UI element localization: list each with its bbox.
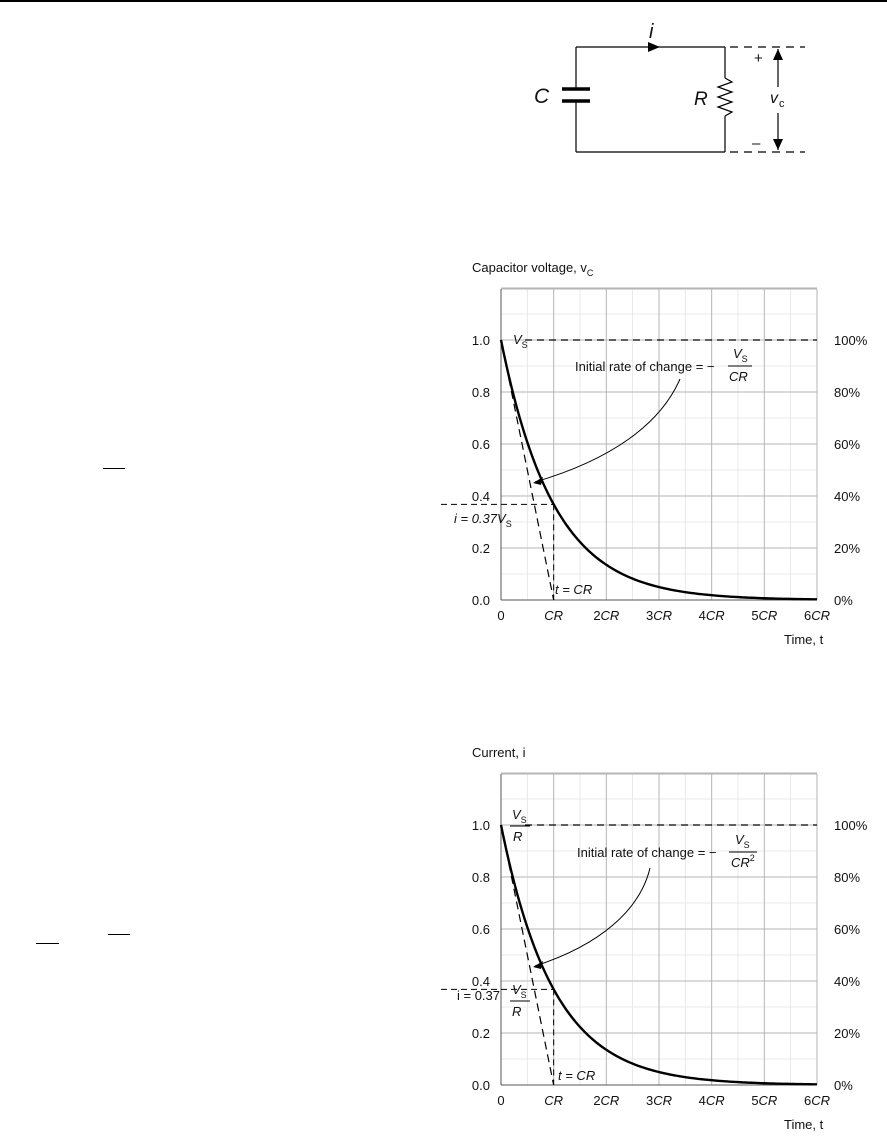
y2-tick-label: 100% [834, 818, 868, 833]
rate-numerator: $V_S$ [735, 832, 750, 850]
y2-tick-label: 80% [834, 870, 860, 885]
x-tick-label: 6CR [804, 608, 830, 623]
chart-title: Capacitor voltage, $v_C$ [472, 260, 594, 278]
y2-tick-label: 80% [834, 385, 860, 400]
minus-label: – [752, 135, 761, 152]
rate-denominator: CR [729, 369, 748, 384]
x-axis-label: Time, t [784, 632, 824, 647]
start-value-denominator: R [513, 829, 522, 844]
y2-tick-label: 40% [834, 489, 860, 504]
resistor-zigzag-icon [718, 78, 732, 116]
x-tick-label: 2CR [593, 1093, 619, 1108]
time-constant-label: t = CR [555, 582, 592, 597]
y-tick-label: 0.8 [472, 870, 490, 885]
rate-of-change-label: Initial rate of change = − [575, 359, 714, 374]
y2-tick-label: 20% [834, 1026, 860, 1041]
point-annotation-prefix: i = 0.37 [457, 988, 500, 1003]
page-top-rule [0, 0, 887, 2]
x-axis-label: Time, t [784, 1117, 824, 1132]
rate-of-change-label: Initial rate of change = − [577, 845, 716, 860]
y2-tick-label: 60% [834, 922, 860, 937]
current-label: i [649, 21, 654, 43]
y-tick-label: 0.2 [472, 541, 490, 556]
voltage-subscript: c [779, 98, 785, 110]
y-tick-label: 0.4 [472, 974, 490, 989]
rate-pointer-arrowhead-icon [533, 961, 543, 969]
x-tick-label: 6CR [804, 1093, 830, 1108]
arrow-up-icon [773, 49, 783, 60]
y2-tick-label: 0% [834, 1078, 853, 1093]
x-tick-label: 4CR [699, 1093, 725, 1108]
rate-numerator: $V_S$ [733, 346, 748, 364]
rate-pointer-arrowhead-icon [533, 477, 543, 485]
x-tick-label: CR [544, 1093, 563, 1108]
start-value-numerator: $V_S$ [512, 807, 527, 825]
x-tick-label: 0 [497, 608, 504, 623]
fraction-bar-fragment [36, 943, 59, 944]
y-tick-label: 0.6 [472, 922, 490, 937]
y-tick-label: 0.6 [472, 437, 490, 452]
y2-tick-label: 0% [834, 593, 853, 608]
x-tick-label: 4CR [699, 608, 725, 623]
y2-tick-label: 60% [834, 437, 860, 452]
capacitor-label: C [534, 85, 550, 108]
fraction-bar-fragment [103, 468, 125, 469]
y-tick-label: 0.0 [472, 1078, 490, 1093]
rc-circuit-diagram [520, 15, 820, 165]
x-tick-label: 5CR [751, 608, 777, 623]
rate-pointer-arrow [535, 379, 680, 482]
point-numerator: $V_S$ [512, 982, 527, 1000]
point-annotation: $i = 0.37V_S$ [454, 511, 512, 529]
start-value-label: $V_S$ [513, 332, 528, 350]
time-constant-label: t = CR [558, 1068, 595, 1083]
y2-tick-label: 20% [834, 541, 860, 556]
rate-denominator: $CR^2$ [731, 853, 755, 870]
y-tick-label: 0.4 [472, 489, 490, 504]
y-tick-label: 1.0 [472, 333, 490, 348]
y-tick-label: 1.0 [472, 818, 490, 833]
y-tick-label: 0.8 [472, 385, 490, 400]
current-chart [440, 740, 887, 1140]
arrow-down-icon [773, 139, 783, 150]
x-tick-label: 3CR [646, 1093, 672, 1108]
x-tick-label: 0 [497, 1093, 504, 1108]
fraction-bar-fragment [108, 934, 130, 935]
x-tick-label: 3CR [646, 608, 672, 623]
chart-title: Current, i [472, 745, 526, 760]
resistor-label: R [694, 89, 708, 110]
x-tick-label: 2CR [593, 608, 619, 623]
current-arrow-icon [648, 42, 660, 52]
x-tick-label: 5CR [751, 1093, 777, 1108]
point-denominator: R [512, 1004, 521, 1019]
capacitor-voltage-chart [440, 255, 887, 655]
x-tick-label: CR [544, 608, 563, 623]
y-tick-label: 0.0 [472, 593, 490, 608]
plus-label: + [754, 50, 763, 67]
y2-tick-label: 100% [834, 333, 868, 348]
y2-tick-label: 40% [834, 974, 860, 989]
y-tick-label: 0.2 [472, 1026, 490, 1041]
voltage-symbol: v [770, 90, 779, 107]
